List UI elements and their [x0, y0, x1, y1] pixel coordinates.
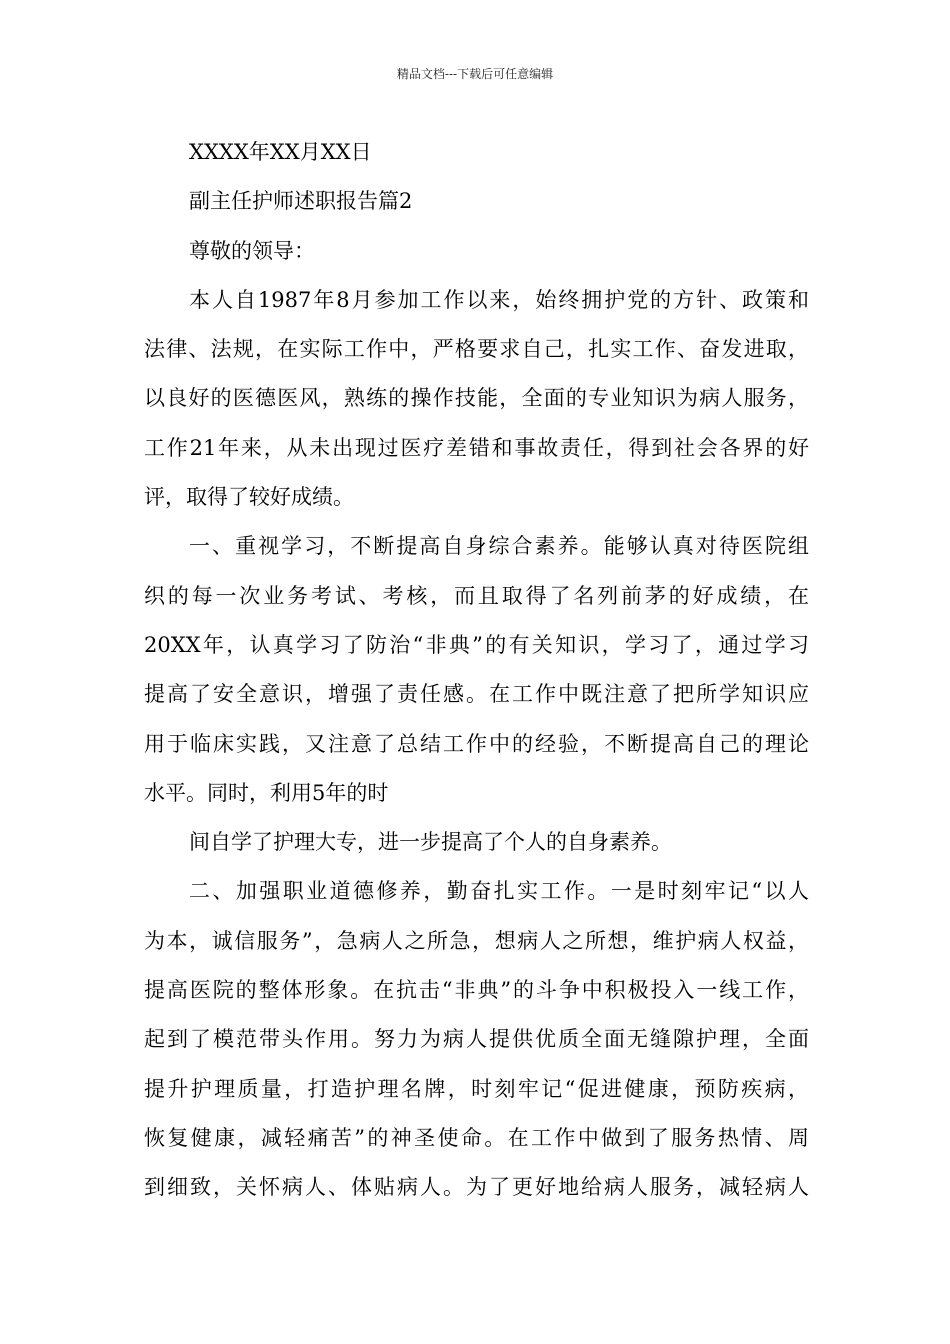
paragraph-line: 提高了安全意识，增强了责任感。在工作中既注意了把所学知识应: [144, 682, 809, 707]
section-title: 副主任护师述职报告篇2: [189, 189, 413, 214]
paragraph-line: 以良好的医德医风，熟练的操作技能，全面的专业知识为病人服务，: [144, 386, 809, 411]
date-line: XXXX年XX月XX日: [189, 140, 372, 164]
page-header: 精品文档---下载后可任意编辑: [396, 67, 554, 81]
paragraph-line: 工作21年来，从未出现过医疗差错和事故责任，得到社会各界的好: [144, 435, 809, 460]
paragraph-line: 本人自1987年8月参加工作以来，始终拥护党的方针、政策和: [189, 287, 809, 312]
paragraph-line: 一、重视学习，不断提高自身综合素养。能够认真对待医院组: [189, 534, 809, 559]
salutation: 尊敬的领导：: [189, 238, 315, 263]
paragraph-line: 间自学了护理大专，进一步提高了个人的自身素养。: [189, 830, 672, 855]
paragraph-line: 20XX年，认真学习了防治“非典”的有关知识，学习了，通过学习: [144, 632, 809, 657]
document-body: [144, 128, 814, 1213]
paragraph-line: 评，取得了较好成绩。: [144, 485, 354, 510]
paragraph-line: 二、加强职业道德修养，勤奋扎实工作。一是时刻牢记“以人: [189, 879, 809, 904]
paragraph-line: 织的每一次业务考试、考核，而且取得了名列前茅的好成绩，在: [144, 583, 809, 608]
paragraph-line: 用于临床实践，又注意了总结工作中的经验，不断提高自己的理论: [144, 731, 809, 756]
paragraph-line: 起到了模范带头作用。努力为病人提供优质全面无缝隙护理，全面: [144, 1027, 809, 1052]
paragraph-line: 提升护理质量，打造护理名牌，时刻牢记“促进健康，预防疾病，: [144, 1076, 809, 1101]
paragraph-line: 水平。同时，利用5年的时: [144, 780, 389, 805]
paragraph-line: 为本，诚信服务”，急病人之所急，想病人之所想，维护病人权益，: [144, 928, 809, 953]
paragraph-line: 法律、法规，在实际工作中，严格要求自己，扎实工作、奋发进取，: [144, 337, 809, 362]
paragraph-line: 到细致，关怀病人、体贴病人。为了更好地给病人服务，减轻病人: [144, 1175, 809, 1200]
paragraph-line: 恢复健康，减轻痛苦”的神圣使命。在工作中做到了服务热情、周: [144, 1125, 809, 1150]
paragraph-line: 提高医院的整体形象。在抗击“非典”的斗争中积极投入一线工作，: [144, 978, 809, 1003]
